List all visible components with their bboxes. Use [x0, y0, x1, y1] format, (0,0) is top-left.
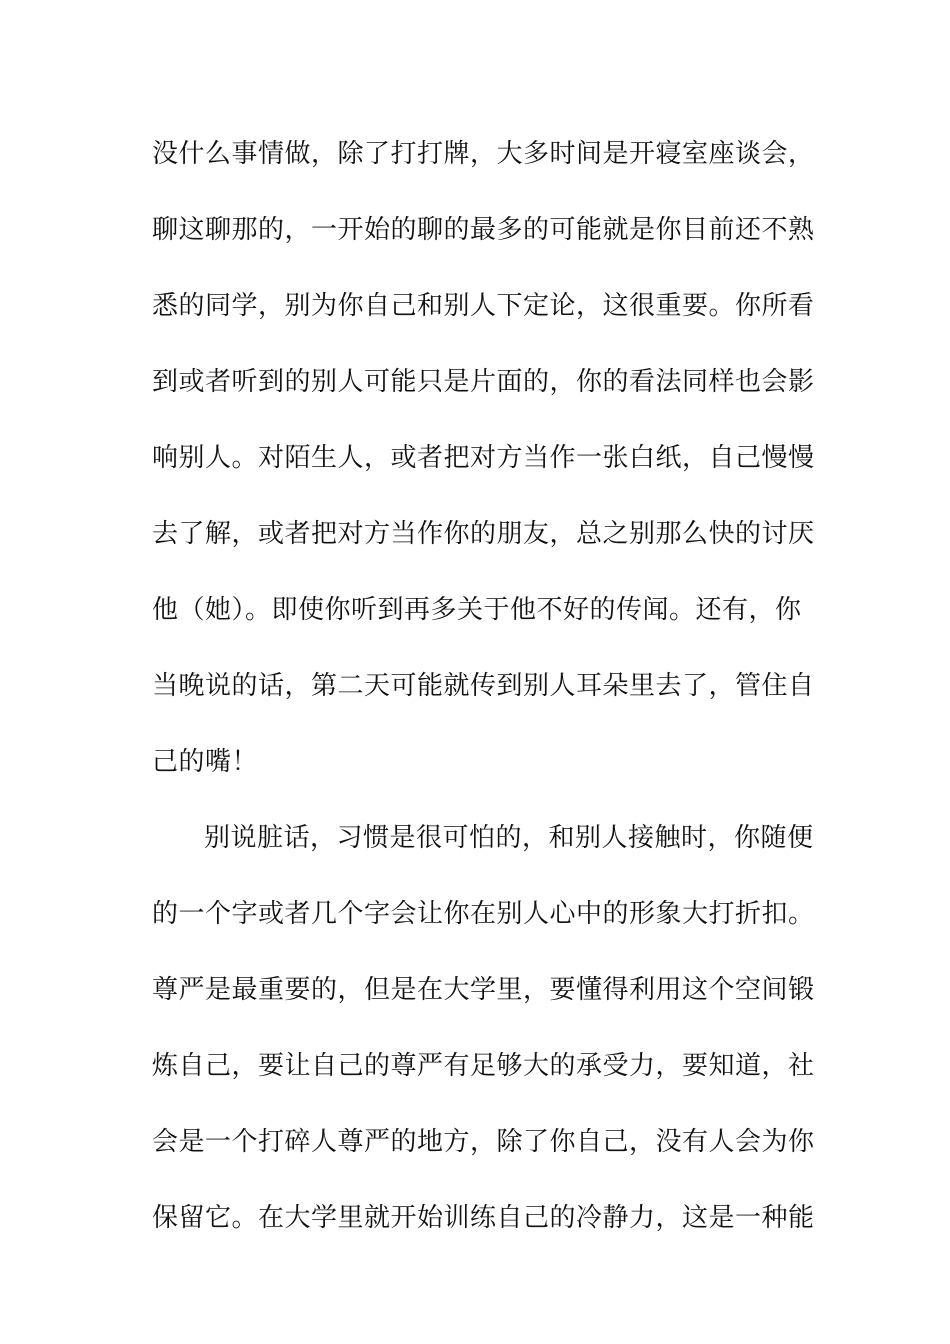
paragraph-line: 他（她）。即使你听到再多关于他不好的传闻。还有，你: [152, 595, 802, 625]
paragraph-line: 会是一个打碎人尊严的地方，除了你自己，没有人会为你: [152, 1127, 815, 1157]
paragraph-2: [152, 812, 815, 1268]
paragraph-line: 别说脏话，习惯是很可怕的，和别人接触时，你随便: [204, 823, 814, 853]
paragraph-line: 保留它。在大学里就开始训练自己的冷静力，这是一种能: [152, 1203, 815, 1233]
document-body: [152, 128, 815, 1268]
paragraph-line: 没什么事情做，除了打打牌，大多时间是开寝室座谈会，: [152, 139, 815, 169]
paragraph-line: 的一个字或者几个字会让你在别人心中的形象大打折扣。: [152, 899, 815, 929]
paragraph-1: [152, 128, 815, 812]
paragraph-line: 悉的同学，别为你自己和别人下定论，这很重要。你所看: [152, 291, 815, 321]
paragraph-line: 聊这聊那的，一开始的聊的最多的可能就是你目前还不熟: [152, 215, 815, 245]
paragraph-line: 响别人。对陌生人，或者把对方当作一张白纸，自己慢慢: [152, 443, 815, 473]
paragraph-line: 尊严是最重要的，但是在大学里，要懂得利用这个空间锻: [152, 975, 815, 1005]
paragraph-line: 当晚说的话，第二天可能就传到别人耳朵里去了，管住自: [152, 671, 815, 701]
paragraph-line: 到或者听到的别人可能只是片面的，你的看法同样也会影: [152, 367, 815, 397]
paragraph-line: 己的嘴！: [152, 747, 259, 777]
paragraph-line: 炼自己，要让自己的尊严有足够大的承受力，要知道，社: [152, 1051, 815, 1081]
paragraph-line: 去了解，或者把对方当作你的朋友，总之别那么快的讨厌: [152, 519, 815, 549]
